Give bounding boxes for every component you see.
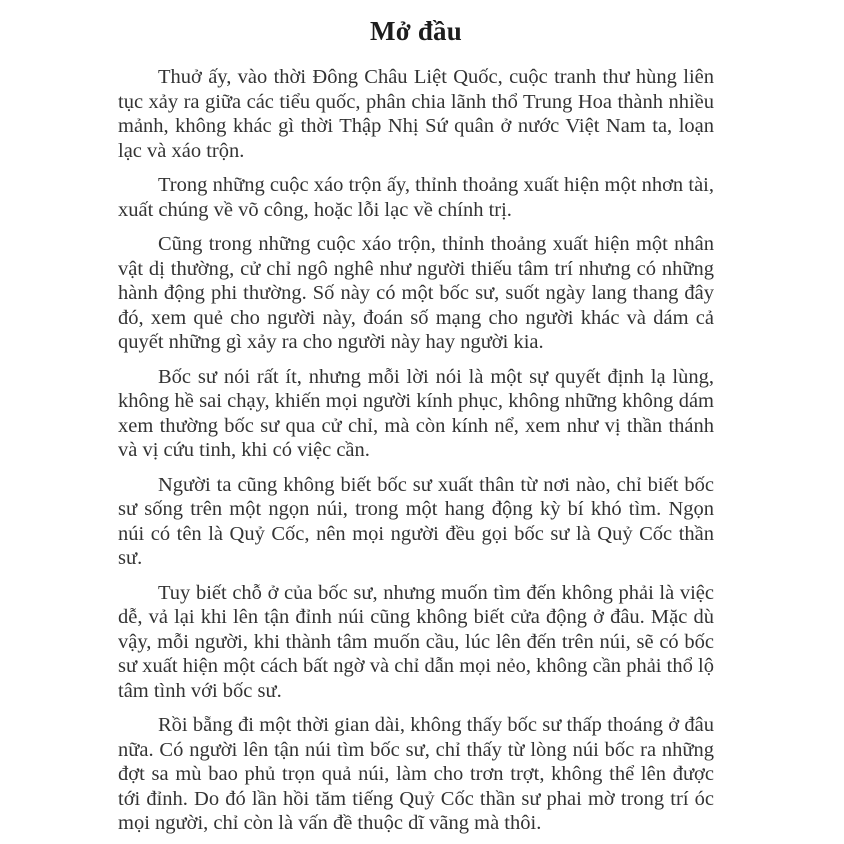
paragraph: Bốc sư nói rất ít, nhưng mỗi lời nói là một sự quyết định lạ lùng, không hề sai chạy, khiến mọi người kính phục, không những không dám xem thường bốc sư qua cử chỉ, mà còn kính nể, xem như vị thần thánh và vị cứu tinh, khi có việc cần. bbox=[118, 365, 714, 461]
paragraph: Người ta cũng không biết bốc sư xuất thân từ nơi nào, chỉ biết bốc sư sống trên một ngọn núi, trong một hang động kỳ bí khó tìm. Ngọn núi có tên là Quỷ Cốc, nên mọi người đều gọi bốc sư là Quỷ Cốc thần sư. bbox=[118, 473, 714, 569]
paragraph: Trong những cuộc xáo trộn ấy, thỉnh thoảng xuất hiện một nhơn tài, xuất chúng về võ công, hoặc lỗi lạc về chính trị. bbox=[118, 174, 714, 221]
paragraph: Thuở ấy, vào thời Đông Châu Liệt Quốc, cuộc tranh thư hùng liên tục xảy ra giữa các tiểu quốc, phân chia lãnh thổ Trung Hoa thành nhiều mảnh, không khác gì thời Thập Nhị Sứ quân ở nước Việt Nam ta, loạn lạc và xáo trộn. bbox=[118, 66, 714, 162]
paragraph: Cũng trong những cuộc xáo trộn, thỉnh thoảng xuất hiện một nhân vật dị thường, cử chỉ ngô nghê như người thiếu tâm trí nhưng có những hành động phi thường. Số này có một bốc sư, suốt ngày lang thang đây đó, xem quẻ cho người này, đoán số mạng cho người khác và dám cả quyết những gì xảy ra cho người này hay người kia. bbox=[118, 233, 714, 353]
paragraph: Tuy biết chỗ ở của bốc sư, nhưng muốn tìm đến không phải là việc dễ, vả lại khi lên tận đỉnh núi cũng không biết cửa động ở đâu. Mặc dù vậy, mỗi người, khi thành tâm muốn cầu, lúc lên đến trên núi, sẽ có bốc sư xuất hiện một cách bất ngờ và chỉ dẫn mọi nẻo, không cần phải thổ lộ tâm tình với bốc sư. bbox=[118, 581, 714, 702]
paragraph: Rồi bẵng đi một thời gian dài, không thấy bốc sư thấp thoáng ở đâu nữa. Có người lên tận núi tìm bốc sư, chỉ thấy từ lòng núi bốc ra những đợt sa mù bao phủ trọn quả núi, làm cho trơn trợt, không thể lên được tới đỉnh. Do đó lần hồi tăm tiếng Quỷ Cốc thần sư phai mờ trong trí óc mọi người, chỉ còn là vấn đề thuộc dĩ vãng mà thôi. bbox=[118, 714, 714, 834]
body-text bbox=[118, 65, 714, 836]
page-title: Mở đầu bbox=[370, 16, 462, 46]
